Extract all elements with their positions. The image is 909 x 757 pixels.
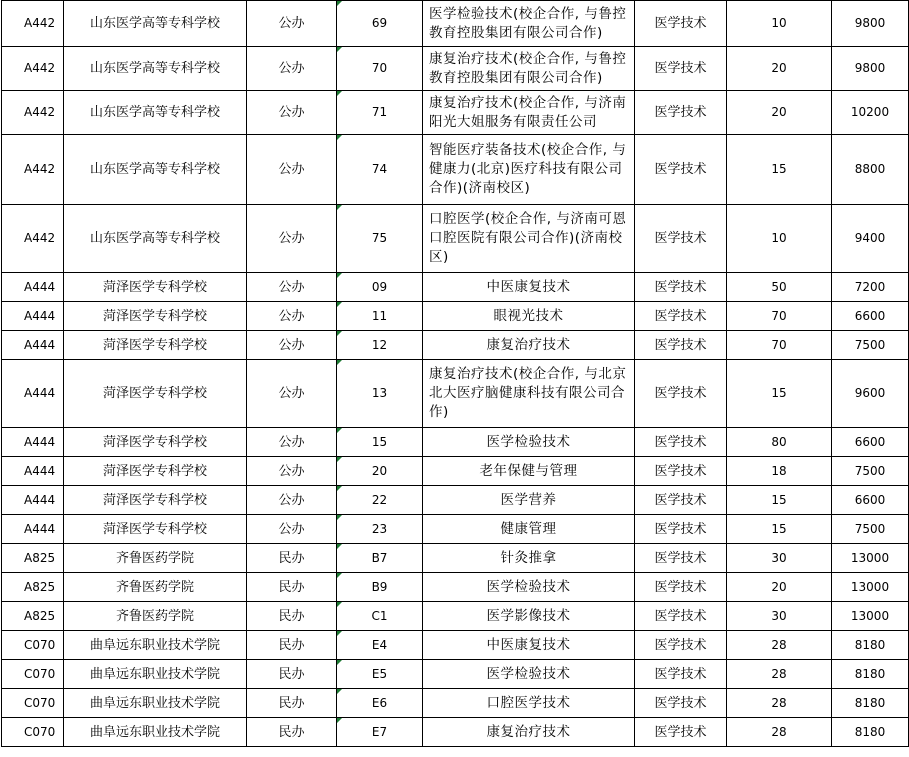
school-code-cell: A442 [2, 91, 64, 135]
school-name-cell: 菏泽医学专科学校 [64, 273, 247, 302]
table-row [2, 302, 909, 331]
tuition-fee-cell: 9400 [832, 205, 909, 273]
major-category-cell: 医学技术 [635, 1, 727, 47]
school-type-cell: 民办 [247, 544, 337, 573]
school-name-cell: 山东医学高等专科学校 [64, 1, 247, 47]
school-type-cell: 公办 [247, 205, 337, 273]
table-row [2, 91, 909, 135]
school-type-cell: 民办 [247, 573, 337, 602]
school-name-cell: 菏泽医学专科学校 [64, 302, 247, 331]
major-name-cell: 康复治疗技术(校企合作, 与济南阳光大姐服务有限责任公司 [423, 91, 635, 135]
school-type-cell: 公办 [247, 273, 337, 302]
school-code-cell: A444 [2, 486, 64, 515]
school-code-cell: A444 [2, 457, 64, 486]
major-code-cell: C1 [337, 602, 423, 631]
plan-count-cell: 30 [727, 602, 832, 631]
major-code-cell: 11 [337, 302, 423, 331]
major-name-cell: 医学检验技术(校企合作, 与鲁控教育控股集团有限公司合作) [423, 1, 635, 47]
school-name-cell: 菏泽医学专科学校 [64, 515, 247, 544]
major-name-cell: 中医康复技术 [423, 631, 635, 660]
plan-count-cell: 15 [727, 515, 832, 544]
major-name-cell: 健康管理 [423, 515, 635, 544]
major-code-cell: 12 [337, 331, 423, 360]
tuition-fee-cell: 6600 [832, 428, 909, 457]
school-type-cell: 公办 [247, 486, 337, 515]
table-row [2, 660, 909, 689]
school-name-cell: 齐鲁医药学院 [64, 602, 247, 631]
plan-count-cell: 15 [727, 486, 832, 515]
school-type-cell: 公办 [247, 331, 337, 360]
major-category-cell: 医学技术 [635, 205, 727, 273]
school-code-cell: A444 [2, 273, 64, 302]
table-row [2, 331, 909, 360]
major-name-cell: 医学检验技术 [423, 428, 635, 457]
major-category-cell: 医学技术 [635, 689, 727, 718]
school-name-cell: 菏泽医学专科学校 [64, 360, 247, 428]
school-type-cell: 公办 [247, 91, 337, 135]
school-name-cell: 菏泽医学专科学校 [64, 331, 247, 360]
tuition-fee-cell: 13000 [832, 573, 909, 602]
major-code-cell: E4 [337, 631, 423, 660]
tuition-fee-cell: 6600 [832, 302, 909, 331]
major-name-cell: 医学影像技术 [423, 602, 635, 631]
tuition-fee-cell: 13000 [832, 602, 909, 631]
plan-count-cell: 10 [727, 205, 832, 273]
school-type-cell: 公办 [247, 428, 337, 457]
table-row [2, 205, 909, 273]
tuition-fee-cell: 8180 [832, 631, 909, 660]
major-name-cell: 智能医疗装备技术(校企合作, 与健康力(北京)医疗科技有限公司合作)(济南校区) [423, 135, 635, 205]
major-code-cell: 22 [337, 486, 423, 515]
table-row [2, 486, 909, 515]
plan-count-cell: 28 [727, 718, 832, 747]
table-row [2, 1, 909, 47]
school-name-cell: 齐鲁医药学院 [64, 544, 247, 573]
school-code-cell: A442 [2, 135, 64, 205]
major-name-cell: 老年保健与管理 [423, 457, 635, 486]
plan-count-cell: 20 [727, 47, 832, 91]
plan-count-cell: 28 [727, 689, 832, 718]
major-category-cell: 医学技术 [635, 331, 727, 360]
tuition-fee-cell: 8180 [832, 718, 909, 747]
plan-count-cell: 28 [727, 660, 832, 689]
major-category-cell: 医学技术 [635, 660, 727, 689]
school-code-cell: C070 [2, 689, 64, 718]
enrollment-table [1, 0, 909, 747]
school-code-cell: A444 [2, 331, 64, 360]
school-code-cell: C070 [2, 631, 64, 660]
major-category-cell: 医学技术 [635, 544, 727, 573]
major-category-cell: 医学技术 [635, 428, 727, 457]
school-name-cell: 曲阜远东职业技术学院 [64, 660, 247, 689]
plan-count-cell: 18 [727, 457, 832, 486]
major-category-cell: 医学技术 [635, 47, 727, 91]
school-name-cell: 曲阜远东职业技术学院 [64, 718, 247, 747]
tuition-fee-cell: 10200 [832, 91, 909, 135]
table-row [2, 718, 909, 747]
major-category-cell: 医学技术 [635, 631, 727, 660]
major-category-cell: 医学技术 [635, 515, 727, 544]
plan-count-cell: 20 [727, 573, 832, 602]
school-type-cell: 民办 [247, 631, 337, 660]
major-name-cell: 口腔医学技术 [423, 689, 635, 718]
major-name-cell: 康复治疗技术(校企合作, 与鲁控教育控股集团有限公司合作) [423, 47, 635, 91]
major-category-cell: 医学技术 [635, 602, 727, 631]
school-type-cell: 公办 [247, 135, 337, 205]
tuition-fee-cell: 13000 [832, 544, 909, 573]
school-code-cell: A825 [2, 573, 64, 602]
major-name-cell: 针灸推拿 [423, 544, 635, 573]
table-row [2, 515, 909, 544]
table-row [2, 631, 909, 660]
major-code-cell: 71 [337, 91, 423, 135]
major-code-cell: B7 [337, 544, 423, 573]
plan-count-cell: 28 [727, 631, 832, 660]
table-row [2, 457, 909, 486]
school-name-cell: 山东医学高等专科学校 [64, 205, 247, 273]
major-code-cell: 69 [337, 1, 423, 47]
school-type-cell: 公办 [247, 360, 337, 428]
major-name-cell: 医学检验技术 [423, 660, 635, 689]
major-category-cell: 医学技术 [635, 273, 727, 302]
major-name-cell: 口腔医学(校企合作, 与济南可恩口腔医院有限公司合作)(济南校区) [423, 205, 635, 273]
major-code-cell: 70 [337, 47, 423, 91]
major-name-cell: 康复治疗技术 [423, 718, 635, 747]
school-name-cell: 山东医学高等专科学校 [64, 135, 247, 205]
table-body [2, 1, 909, 747]
plan-count-cell: 20 [727, 91, 832, 135]
school-code-cell: C070 [2, 718, 64, 747]
school-code-cell: A444 [2, 302, 64, 331]
school-code-cell: A444 [2, 515, 64, 544]
major-category-cell: 医学技术 [635, 718, 727, 747]
major-code-cell: B9 [337, 573, 423, 602]
major-code-cell: 20 [337, 457, 423, 486]
plan-count-cell: 70 [727, 302, 832, 331]
plan-count-cell: 15 [727, 135, 832, 205]
school-name-cell: 菏泽医学专科学校 [64, 428, 247, 457]
major-category-cell: 医学技术 [635, 457, 727, 486]
school-type-cell: 公办 [247, 302, 337, 331]
table-row [2, 544, 909, 573]
major-name-cell: 医学营养 [423, 486, 635, 515]
major-category-cell: 医学技术 [635, 573, 727, 602]
school-code-cell: A442 [2, 47, 64, 91]
table-row [2, 602, 909, 631]
plan-count-cell: 50 [727, 273, 832, 302]
major-code-cell: E7 [337, 718, 423, 747]
plan-count-cell: 70 [727, 331, 832, 360]
school-code-cell: C070 [2, 660, 64, 689]
major-name-cell: 眼视光技术 [423, 302, 635, 331]
plan-count-cell: 15 [727, 360, 832, 428]
school-code-cell: A825 [2, 602, 64, 631]
school-name-cell: 菏泽医学专科学校 [64, 486, 247, 515]
table-row [2, 428, 909, 457]
table-row [2, 135, 909, 205]
tuition-fee-cell: 7500 [832, 515, 909, 544]
major-code-cell: 23 [337, 515, 423, 544]
school-name-cell: 山东医学高等专科学校 [64, 91, 247, 135]
major-category-cell: 医学技术 [635, 135, 727, 205]
school-code-cell: A442 [2, 1, 64, 47]
major-category-cell: 医学技术 [635, 302, 727, 331]
school-name-cell: 曲阜远东职业技术学院 [64, 631, 247, 660]
table-row [2, 689, 909, 718]
tuition-fee-cell: 6600 [832, 486, 909, 515]
tuition-fee-cell: 8180 [832, 660, 909, 689]
school-type-cell: 民办 [247, 602, 337, 631]
major-code-cell: 75 [337, 205, 423, 273]
plan-count-cell: 80 [727, 428, 832, 457]
major-category-cell: 医学技术 [635, 486, 727, 515]
major-code-cell: E6 [337, 689, 423, 718]
plan-count-cell: 30 [727, 544, 832, 573]
major-name-cell: 康复治疗技术 [423, 331, 635, 360]
major-category-cell: 医学技术 [635, 360, 727, 428]
tuition-fee-cell: 9600 [832, 360, 909, 428]
tuition-fee-cell: 7500 [832, 331, 909, 360]
school-name-cell: 曲阜远东职业技术学院 [64, 689, 247, 718]
tuition-fee-cell: 8180 [832, 689, 909, 718]
school-type-cell: 公办 [247, 47, 337, 91]
major-category-cell: 医学技术 [635, 91, 727, 135]
school-name-cell: 菏泽医学专科学校 [64, 457, 247, 486]
school-code-cell: A444 [2, 428, 64, 457]
major-name-cell: 中医康复技术 [423, 273, 635, 302]
school-code-cell: A825 [2, 544, 64, 573]
school-code-cell: A442 [2, 205, 64, 273]
table-row [2, 47, 909, 91]
school-type-cell: 公办 [247, 515, 337, 544]
major-name-cell: 医学检验技术 [423, 573, 635, 602]
tuition-fee-cell: 8800 [832, 135, 909, 205]
school-type-cell: 民办 [247, 689, 337, 718]
tuition-fee-cell: 7200 [832, 273, 909, 302]
tuition-fee-cell: 9800 [832, 47, 909, 91]
school-type-cell: 公办 [247, 457, 337, 486]
tuition-fee-cell: 9800 [832, 1, 909, 47]
tuition-fee-cell: 7500 [832, 457, 909, 486]
school-code-cell: A444 [2, 360, 64, 428]
school-name-cell: 齐鲁医药学院 [64, 573, 247, 602]
table-row [2, 273, 909, 302]
plan-count-cell: 10 [727, 1, 832, 47]
school-name-cell: 山东医学高等专科学校 [64, 47, 247, 91]
school-type-cell: 民办 [247, 718, 337, 747]
school-type-cell: 公办 [247, 1, 337, 47]
major-code-cell: 15 [337, 428, 423, 457]
major-code-cell: E5 [337, 660, 423, 689]
school-type-cell: 民办 [247, 660, 337, 689]
major-code-cell: 09 [337, 273, 423, 302]
table-row [2, 573, 909, 602]
major-code-cell: 13 [337, 360, 423, 428]
major-name-cell: 康复治疗技术(校企合作, 与北京北大医疗脑健康科技有限公司合作) [423, 360, 635, 428]
table-row [2, 360, 909, 428]
major-code-cell: 74 [337, 135, 423, 205]
